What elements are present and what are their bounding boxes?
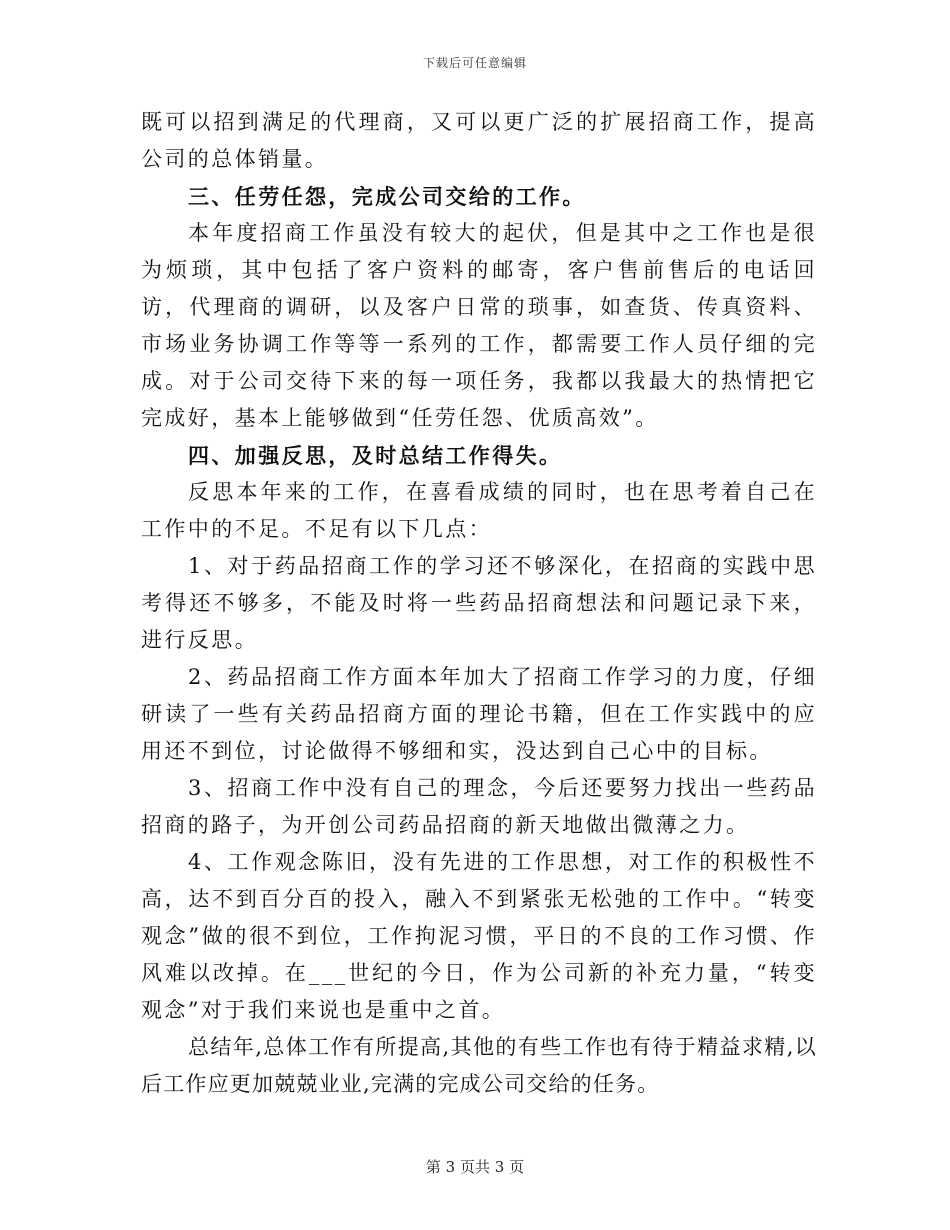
paragraph-point-3: 3、招商工作中没有自己的理念，今后还要努力找出一些药品招商的路子，为开创公司药品招商的新天地做出微薄之力。 [141,776,817,837]
paragraph-point-4: 4、工作观念陈旧，没有先进的工作思想，对工作的积极性不高，达不到百分百的投入，融入不到紧张无松弛的工作中。“转变观念”做的很不到位，工作拘泥习惯，平日的不良的工作习惯、作风难以改掉。在___世纪的今日，作为公司新的补充力量，“转变观念”对于我们来说也是重中之首。 [141,850,817,1022]
paragraph-reflection-intro: 反思本年来的工作，在喜看成绩的同时，也在思考着自己在工作中的不足。不足有以下几点： [141,480,817,541]
section-heading-4: 四、加强反思，及时总结工作得失。 [188,443,563,468]
page-header: 下载后可任意编辑 [422,56,527,70]
paragraph-summary: 总结年,总体工作有所提高,其他的有些工作也有待于精益求精,以后工作应更加兢兢业业,完满的完成公司交给的任务。 [141,1035,817,1096]
page-footer: 第 3 页共 3 页 [425,1158,525,1176]
document-body [141,104,817,1103]
paragraph-point-1: 1、对于药品招商工作的学习还不够深化，在招商的实践中思考得还不够多，不能及时将一些药品招商想法和问题记录下来，进行反思。 [141,554,817,652]
paragraph-continuation: 既可以招到满足的代理商，又可以更广泛的扩展招商工作，提高公司的总体销量。 [141,110,817,171]
paragraph-section-3: 本年度招商工作虽没有较大的起伏，但是其中之工作也是很为烦琐，其中包括了客户资料的邮寄，客户售前售后的电话回访，代理商的调研，以及客户日常的琐事，如查货、传真资料、市场业务协调工作等等一系列的工作，都需要工作人员仔细的完成。对于公司交待下来的每一项任务，我都以我最大的热情把它完成好，基本上能够做到“任劳任怨、优质高效”。 [141,221,817,430]
section-heading-3: 三、任劳任怨，完成公司交给的工作。 [188,184,586,209]
paragraph-point-2: 2、药品招商工作方面本年加大了招商工作学习的力度，仔细研读了一些有关药品招商方面的理论书籍，但在工作实践中的应用还不到位，讨论做得不够细和实，没达到自己心中的目标。 [141,665,817,763]
